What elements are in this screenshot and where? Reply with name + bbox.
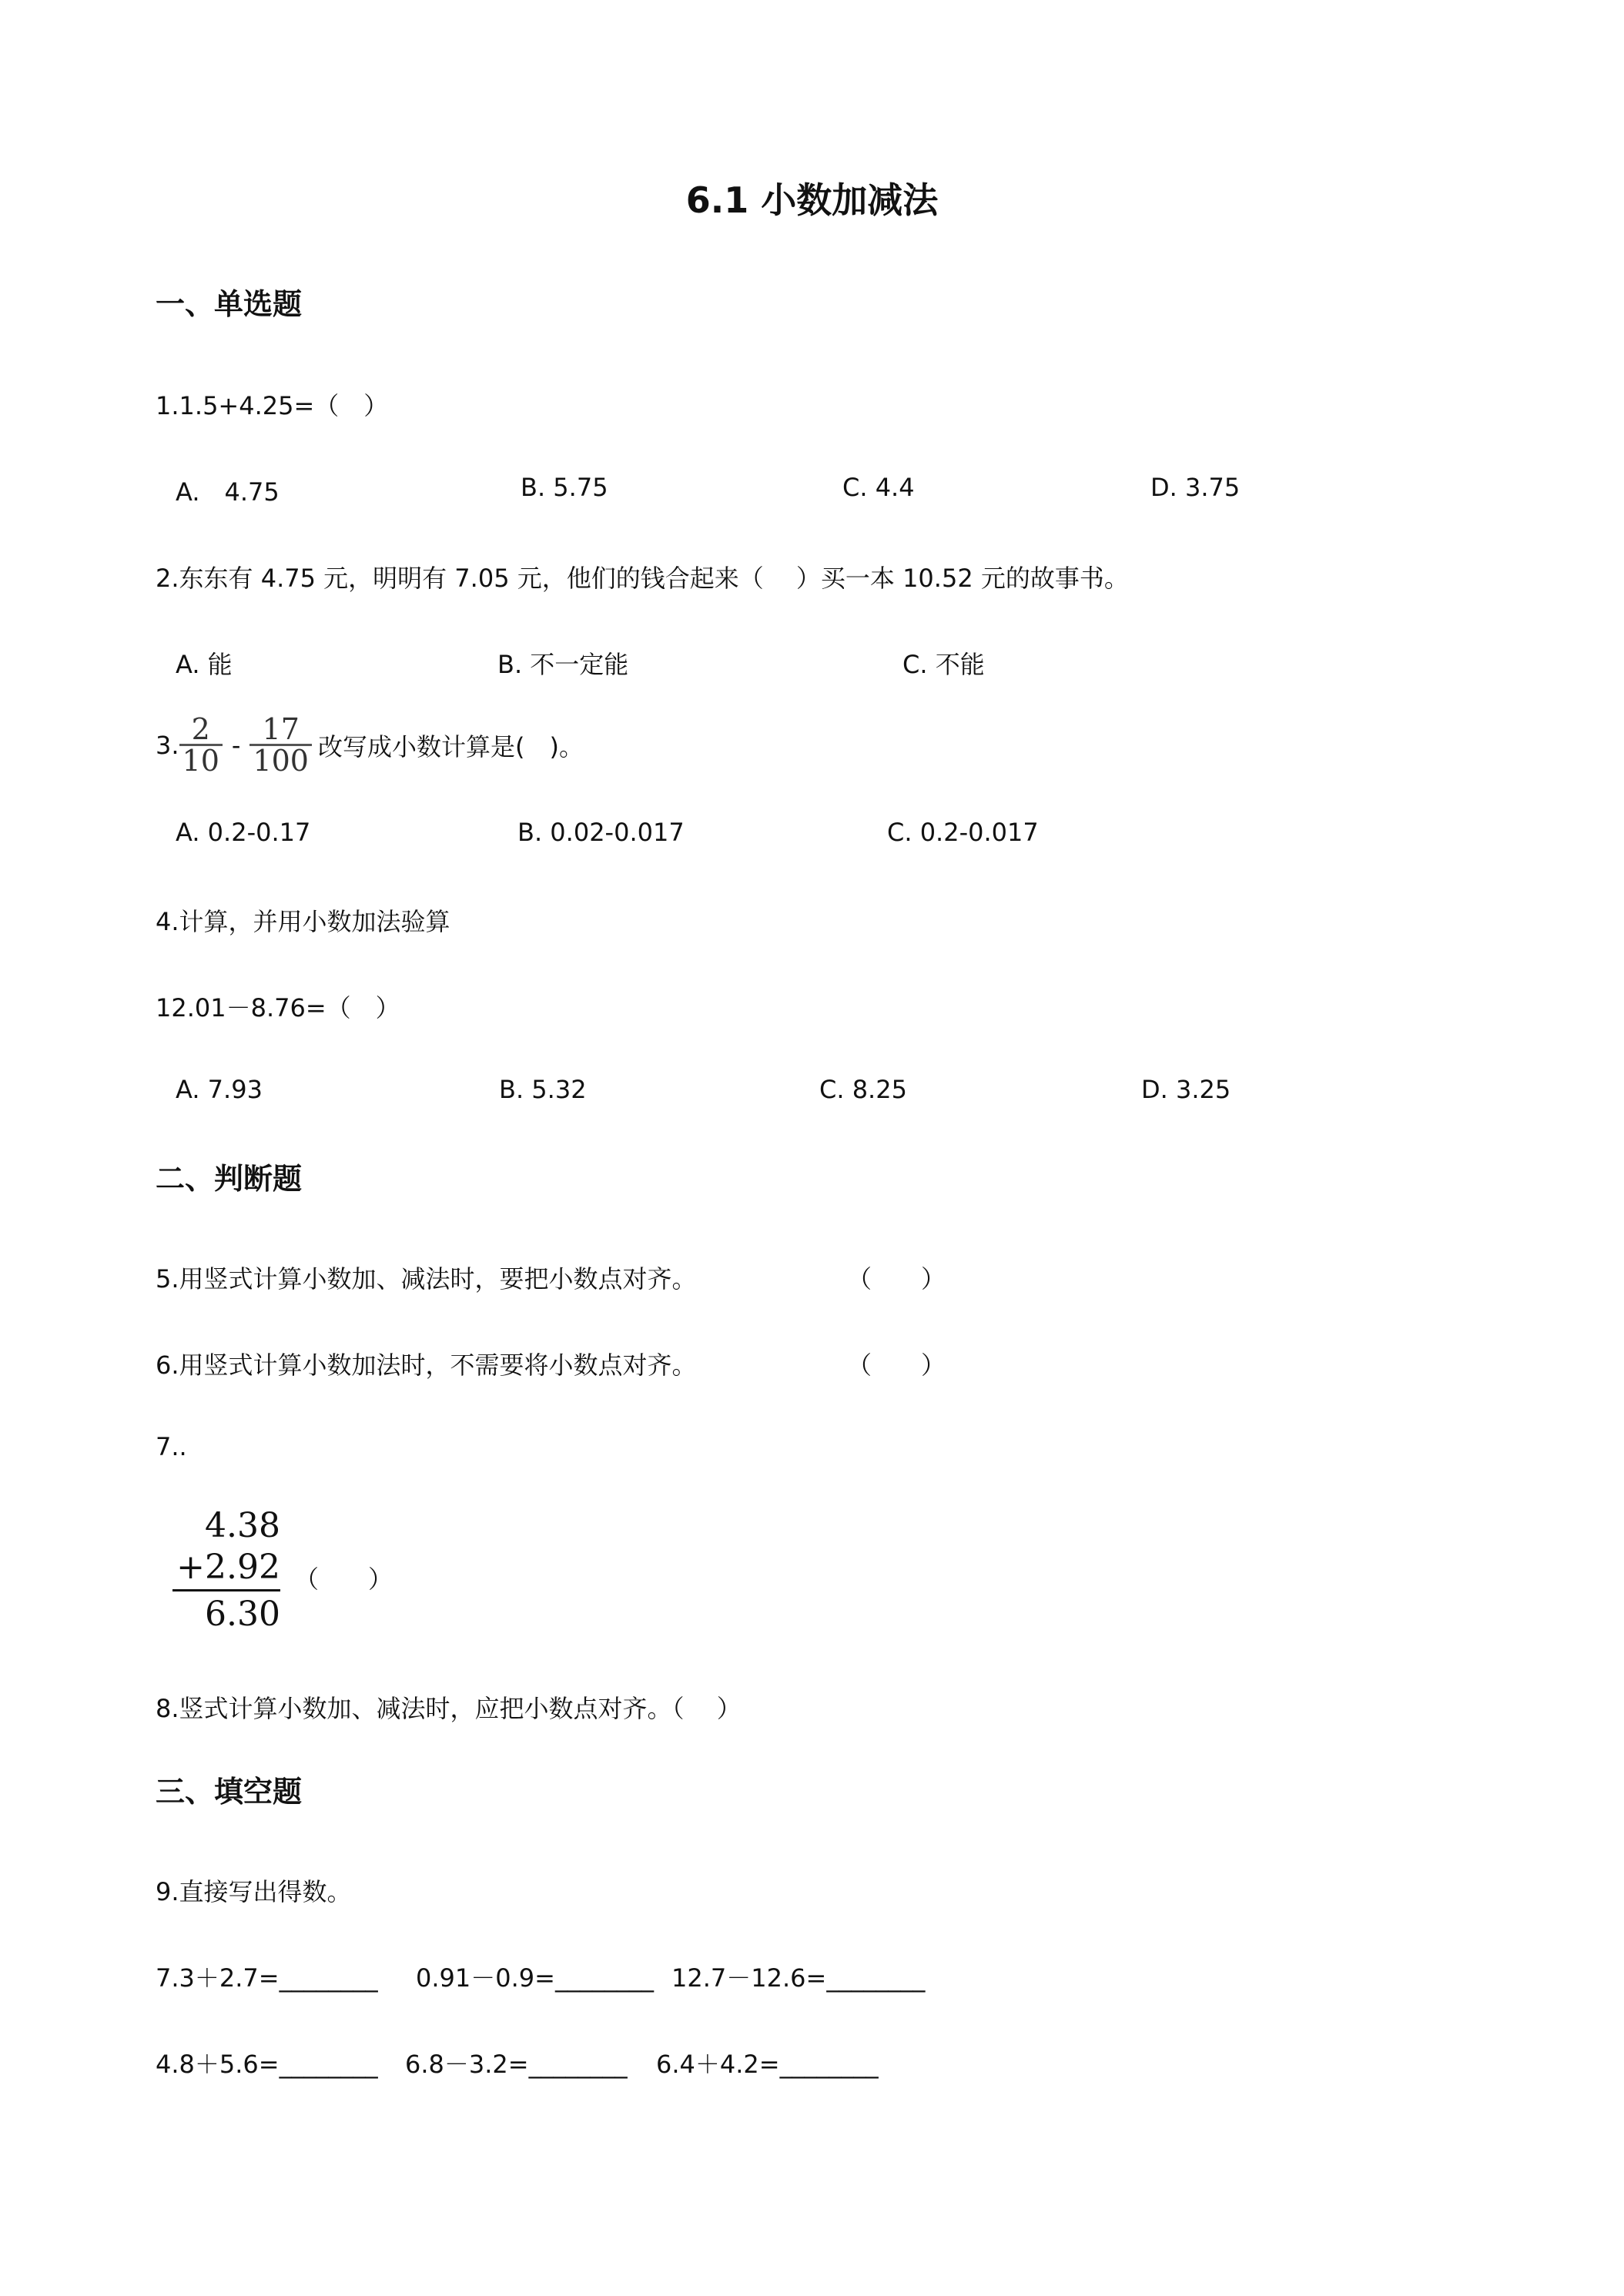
question-4-expression: 12.01－8.76=（ ） bbox=[156, 993, 400, 1022]
q1-option-d[interactable]: D. 3.75 bbox=[1150, 473, 1241, 502]
fraction-denominator: 100 bbox=[253, 744, 309, 778]
question-7-text: 7.. bbox=[156, 1432, 187, 1461]
vertical-addition bbox=[172, 1506, 280, 1634]
fraction-seventeen-hundredths bbox=[249, 712, 312, 778]
q3-prefix: 3. bbox=[156, 730, 179, 760]
q1-option-a[interactable]: A. 4.75 bbox=[176, 477, 280, 507]
q3-option-c[interactable]: C. 0.2-0.017 bbox=[887, 818, 1039, 847]
q2-option-a[interactable]: A. 能 bbox=[176, 650, 233, 679]
q9-blank-4[interactable]: 4.8＋5.6=________ bbox=[156, 2050, 378, 2079]
question-5-answer-paren[interactable]: （ ） bbox=[847, 1264, 946, 1294]
fraction-two-tenths bbox=[179, 712, 223, 778]
section-heading-fill-in: 三、填空题 bbox=[156, 1775, 303, 1809]
q9-blank-3[interactable]: 12.7－12.6=________ bbox=[671, 1963, 926, 1993]
q4-option-b[interactable]: B. 5.32 bbox=[499, 1075, 587, 1104]
sum-result: 6.30 bbox=[205, 1595, 280, 1634]
q2-option-c[interactable]: C. 不能 bbox=[902, 650, 985, 679]
q3-suffix: 改写成小数计算是( )。 bbox=[317, 731, 584, 761]
question-3 bbox=[156, 712, 584, 778]
page-title: 6.1 小数加减法 bbox=[685, 179, 939, 221]
question-7-answer-paren[interactable]: （ ） bbox=[294, 1565, 393, 1594]
q4-option-c[interactable]: C. 8.25 bbox=[819, 1075, 907, 1104]
q9-blank-6[interactable]: 6.4＋4.2=________ bbox=[656, 2050, 879, 2079]
question-4-text: 4.计算，并用小数加法验算 bbox=[156, 907, 450, 936]
q3-option-a[interactable]: A. 0.2-0.17 bbox=[176, 818, 311, 847]
fraction-denominator: 10 bbox=[182, 744, 219, 778]
question-2-text: 2.东东有 4.75 元，明明有 7.05 元，他们的钱合起来（ ）买一本 10.52 元的故事书。 bbox=[156, 564, 1129, 593]
sum-rule bbox=[172, 1589, 280, 1591]
addend-2: +2.92 bbox=[176, 1548, 280, 1587]
question-5-text: 5.用竖式计算小数加、减法时，要把小数点对齐。 bbox=[156, 1264, 697, 1294]
question-8-text: 8.竖式计算小数加、减法时，应把小数点对齐。（ ） bbox=[156, 1694, 742, 1723]
q1-option-b[interactable]: B. 5.75 bbox=[521, 473, 608, 502]
question-6-answer-paren[interactable]: （ ） bbox=[847, 1350, 946, 1380]
addend-1: 4.38 bbox=[205, 1506, 280, 1545]
section-heading-true-false: 二、判断题 bbox=[156, 1162, 303, 1196]
q4-option-a[interactable]: A. 7.93 bbox=[176, 1075, 263, 1104]
fraction-numerator: 17 bbox=[249, 715, 312, 746]
q3-option-b[interactable]: B. 0.02-0.017 bbox=[517, 818, 685, 847]
q1-option-c[interactable]: C. 4.4 bbox=[842, 473, 915, 502]
q9-blank-5[interactable]: 6.8－3.2=________ bbox=[405, 2050, 628, 2079]
q9-blank-1[interactable]: 7.3＋2.7=________ bbox=[156, 1963, 378, 1993]
q9-blank-2[interactable]: 0.91－0.9=________ bbox=[416, 1963, 654, 1993]
question-1-text: 1.1.5+4.25=（ ） bbox=[156, 391, 389, 420]
question-9-text: 9.直接写出得数。 bbox=[156, 1877, 352, 1906]
q2-option-b[interactable]: B. 不一定能 bbox=[497, 650, 629, 679]
section-heading-single-choice: 一、单选题 bbox=[156, 287, 303, 321]
q3-minus: - bbox=[231, 730, 241, 760]
fraction-numerator: 2 bbox=[179, 715, 223, 746]
question-6-text: 6.用竖式计算小数加法时，不需要将小数点对齐。 bbox=[156, 1350, 697, 1380]
q4-option-d[interactable]: D. 3.25 bbox=[1141, 1075, 1231, 1104]
